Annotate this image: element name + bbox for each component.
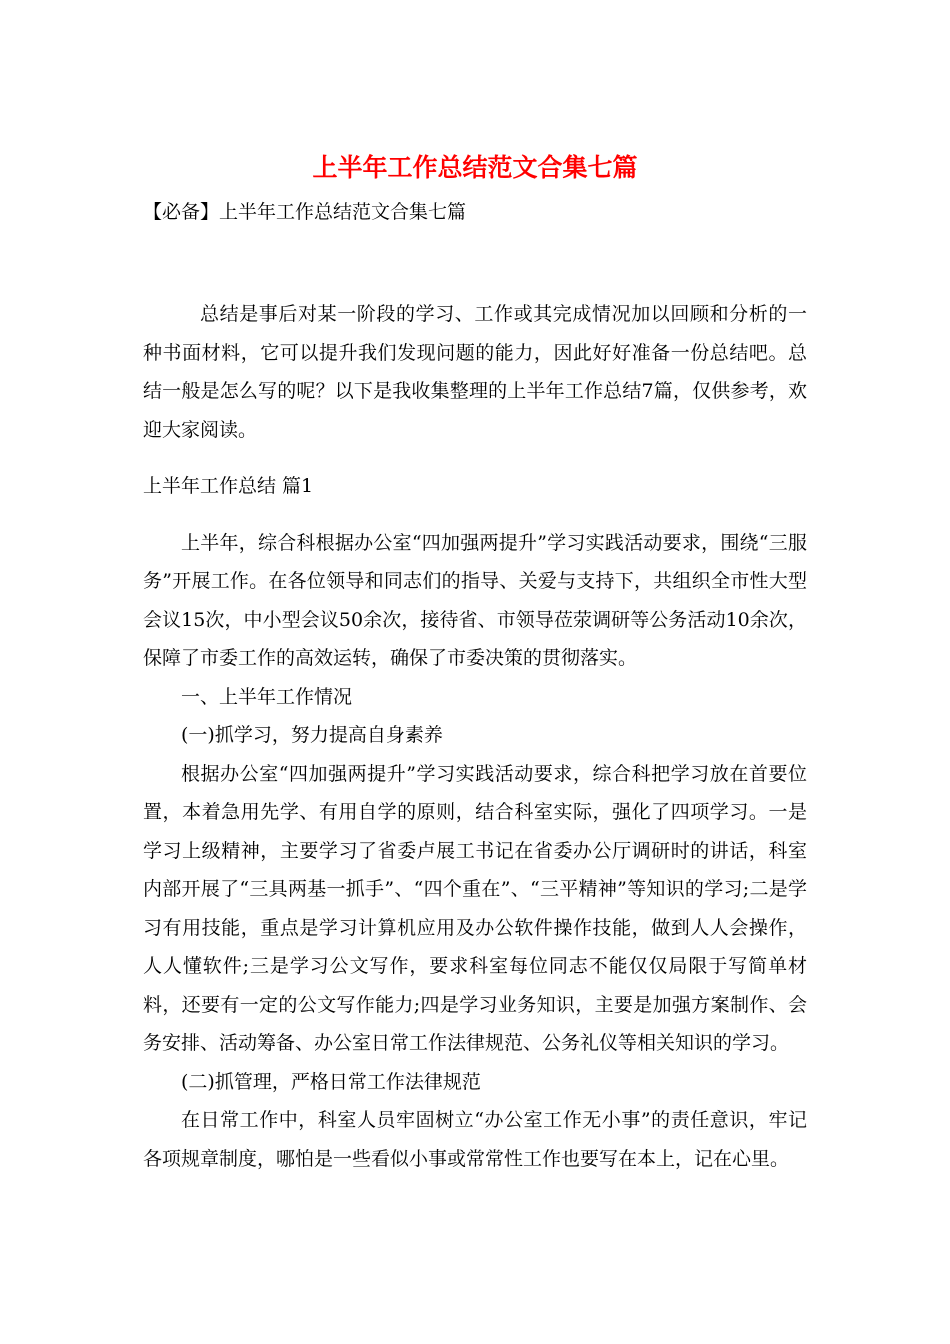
document-subtitle: 【必备】上半年工作总结范文合集七篇	[143, 201, 467, 223]
section-heading: 上半年工作总结 篇1	[143, 475, 314, 497]
document-body	[143, 295, 807, 1178]
body-heading-level-2: (一)抓学习，努力提高自身素养	[181, 724, 443, 746]
body-paragraph: 根据办公室“四加强两提升”学习实践活动要求，综合科把学习放在首要位置，本着急用先学、有用自学的原则，结合科室实际，强化了四项学习。一是学习上级精神，主要学习了省委卢展工书记在省委办公厅调研时的讲话，科室内部开展了“三具两基一抓手”、“四个重在”、“三平精神”等知识的学习;二是学习有用技能，重点是学习计算机应用及办公软件操作技能，做到人人会操作，人人懂软件;三是学习公文写作，要求科室每位同志不能仅仅局限于写简单材料，还要有一定的公文写作能力;四是学习业务知识，主要是加强方案制作、会务安排、活动筹备、办公室日常工作法律规范、公务礼仪等相关知识的学习。	[143, 762, 807, 1054]
body-heading-level-2: (二)抓管理，严格日常工作法律规范	[181, 1070, 481, 1093]
intro-paragraph: 总结是事后对某一阶段的学习、工作或其完成情况加以回顾和分析的一种书面材料，它可以提升我们发现问题的能力，因此好好准备一份总结吧。总结一般是怎么写的呢？以下是我收集整理的上半年工作总结7篇，仅供参考，欢迎大家阅读。	[143, 303, 807, 441]
document-title: 上半年工作总结范文合集七篇	[312, 153, 638, 182]
body-heading-level-1: 一、上半年工作情况	[181, 685, 353, 708]
body-paragraph: 在日常工作中，科室人员牢固树立“办公室工作无小事”的责任意识，牢记各项规章制度，哪怕是一些看似小事或常常性工作也要写在本上，记在心里。	[143, 1109, 807, 1170]
body-paragraph: 上半年，综合科根据办公室“四加强两提升”学习实践活动要求，围绕“三服务”开展工作。在各位领导和同志们的指导、关爱与支持下，共组织全市性大型会议15次，中小型会议50余次，接待省、市领导莅荥调研等公务活动10余次，保障了市委工作的高效运转，确保了市委决策的贯彻落实。	[143, 531, 807, 669]
